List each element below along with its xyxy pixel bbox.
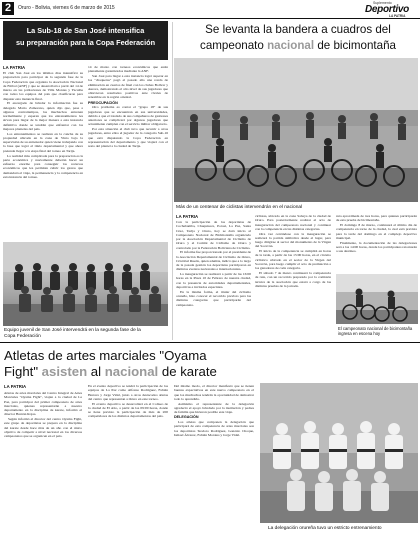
headline-line-1: La Sub-18 de San José intensifica [26, 26, 145, 35]
page-header [0, 0, 420, 19]
caption-line-1: Equipo juvenil de San José intervendrá en la segunda fase de la [4, 328, 141, 333]
article-column-1 [4, 391, 82, 543]
headline [178, 22, 418, 53]
supplement-logo [364, 1, 418, 18]
headline-highlight: nacional [104, 364, 159, 379]
paragraph: El evento deportivo se desarrollará en el Coliseo de la ciudad de El Alto, a partir de las 09:00 horas, donde se tiene previsto la participación de más de 200 competidores de los distintos departamentos del país. [88, 401, 168, 419]
headline-highlight: asisten [41, 364, 88, 379]
paragraph: Los entrenamientos se realizan en la cancha de su propiedad ubicada en la zona de Vinto bajo la supervisión de su entrenador quien viene trabajando con la base que logró el título departamental y que ahora pretende llegar a la etapa final del torneo en Tarija. [3, 131, 83, 153]
paragraph: Atletas de artes marciales del Centro Integral de Artes Marciales "Oyama Fight", viajan a la ciudad de La Paz, para participar del primer campeonato de artes marciales, quienes representarán a nuestro departamento en la disciplina de karate, informó el director Hernán Rojas. [4, 391, 82, 417]
headline-text: al [87, 364, 105, 379]
cyclists-photo-caption: Más de un centenar de ciclistas intervendrán en el nacional [176, 205, 303, 210]
article-column-2 [255, 214, 331, 341]
paragraph: Del mismo modo, el director manifestó que se tienen buenas expectativas en este nuevo campeonato en el que los muchachos tendrán la oportunidad de demostrar todo lo aprendido. [174, 384, 254, 401]
logo-bottom-text: LA PATRIA [389, 14, 406, 18]
paragraph: El club San José en los últimos días intensificó su preparación para participar de la segunda fase de la Copa Federación que organiza la Asociación Nacional de Fútbol (ANF) y que se desarrollará a partir del 14 de marzo en las poblaciones de Villa Montes y Yacuiba con todos los equipos del país que clasificaron para disputar esta instancia final. [3, 71, 83, 101]
paragraph: ruta aproximada de tres horas, para quienes participarán de esta prueba de bicimontaña. [336, 214, 417, 223]
team-photo [3, 242, 168, 326]
paragraph: ciclistas, ubicado en la zona Sabaya de la ciudad de Oruro. Para posteriormente realizar el acto de inauguración del campeonato nacional y continuar con la competencia en las distintas categorías. [255, 214, 331, 231]
article-sub18 [0, 20, 171, 342]
logo-top-text: Suplemento [373, 1, 392, 5]
header-rule [0, 18, 420, 19]
headline-highlight: nacional [267, 38, 315, 52]
subhead-delegacion: DELEGACIÓN [174, 415, 199, 420]
race-start-photo-caption: El campeonato nacional de bicimontaña ingresa en escena hoy [338, 326, 413, 336]
paragraph: Finalmente, la documentación de las delegaciones será a las 14:00 horas, donde los participantes retornarán a sus destinos. [336, 240, 417, 254]
article-column-2 [88, 384, 168, 543]
paragraph: La realidad más complicada para la preparación es la parte económica y nuevamente deberán hacer un esfuerzo enorme para conseguir los recursos económicos que les permitan cubrir los gastos que demandará el viaje, la permanencia y la competencia en esta instancia del torneo. [3, 153, 83, 179]
paragraph: 14 de marzo con torneos económicos que están plenamente garantizados mediante la ANF. [88, 65, 168, 74]
headline-text: Fight" [4, 364, 42, 379]
headline-line-1: Se levanta la bandera a cuadros del [205, 23, 391, 36]
race-start-photo [336, 274, 418, 324]
race-start-illustration [336, 274, 418, 324]
paragraph: Según informó el director del centro Oyama Fight, este grupo de deportistas se prepara en la disciplina del karate desde hace más de un año con el único objetivo de competir a nivel nacional en los diversos campeonatos que se organicen en el país. [4, 417, 82, 439]
headline-line-2 [178, 38, 418, 54]
page-number: 2 [2, 2, 14, 15]
article-karate [0, 342, 420, 546]
paragraph: La inauguración se realizará a partir de las 16:00 horas en la Plaza 10 de Febrero de nuestra ciudad, con la presencia de autoridades departamentales, deportivas e invitados especiales. [176, 272, 251, 289]
paragraph: El inicio de la competencia se cumplirá en horas de la tarde, a partir de las 15:00 horas, en el circuito ciclístico ubicado en el sector de la Virgen del Socavón, para luego cumplir el acto de premiación a los ganadores de cada categoría. [255, 249, 331, 271]
karate-team-illustration [260, 383, 418, 523]
article-column-1 [176, 220, 251, 341]
paragraph: El informe fue proporcionado por el presidente de la Asociación Departamental de Ciclismo de Oruro, Cristóbal Rueda, quien además, indicó que a lo largo de la pasada gestión los deportistas participaron en distintos eventos nacionales e internacionales. [176, 250, 251, 272]
headline-text: campeonato [200, 38, 268, 52]
paragraph: En el evento deportivo se tendrá la participación de los equipos de La Paz como Alfonso Rodríguez, Fabián Herrera y Jorge Vidal, junto a otros destacados atletas del centro que representan a Oruro en este torneo. [88, 384, 168, 401]
karate-photo-caption: La delegación orureña tuvo un estricto entrenamiento [268, 526, 382, 531]
paragraph: Otra vez cerrándose con la inauguración se realizará la partida simbólica desde el lugar, para luego dirigirse al sector del monumento de la Virgen del Socavón. [255, 231, 331, 249]
headline-line-2: su preparación para la Copa Federación [15, 38, 156, 47]
paragraph: Otro problema es contar el "grupo 18" de sus jugadores que se encuentran en sus universidades, debido a que el traslado de sus compañeros de gestiones anteriores se complicará por algunos jugadores que actualmente cumplen con el servicio militar obligatorio. [88, 105, 168, 127]
headline-text: de karate [158, 364, 217, 379]
headline-text: de bicimontaña [314, 38, 396, 52]
paragraph: El domingo 8 de marzo, continuará el último día de competencia en torno de la ciudad, la cual está prevista para la tarde del domingo en el complejo deportivo municipal. [336, 223, 417, 240]
article-column-3 [174, 384, 254, 543]
section-label: LA PATRIA [3, 65, 26, 70]
paragraph: El encargado de brindar la información fue su delegado Mario Zamorano, quien dijo que, pese a algunos contratiempos, los muchachos entrenan normalmente y esperan que los entrenamientos les sirvan para llegar de la mejor manera a esta instancia definitiva donde se tendrán que enfrentar con los mejores planteles del país. [3, 101, 83, 131]
paragraph: San José para llegar a esta instancia logró superar en los "chaquetas" pagó el pasado año una ronda de eliminación en cuartos de final con los clubes Bolívar y Aurora, demostrando el alto nivel de sus jugadores que obtuvieron resultados positivos ante rivales de renombre en la región oriental. [88, 74, 168, 100]
paragraph: En la misma forma, el titular del ciclismo orureño, hizo conocer el recorrido previsto para las distintas categorías que participarán del campeonato. [176, 289, 251, 307]
logo-main-text: Deportivo [365, 4, 409, 15]
headline-line-2 [4, 364, 304, 380]
karate-team-photo [260, 383, 418, 523]
article-column-1 [3, 71, 83, 241]
paragraph: Los atletas que componen la delegación que participará de esta competencia de artes marciales son los deportistas Teodoro Rodríguez, Gonzalo Choque, Ismael Álvarez, Fabián Morales y Jorge Vidal. [174, 420, 254, 437]
paragraph: Con la participación de los deportistas de Cochabamba, Chuquisaca, Potosí, La Paz, Santa Cruz, Tarija y Oruro, hoy se dará inicio al Campeonato Nacional de Bicimontaña organizado por la Asociación Departamental de Ciclismo de Oruro y el Comité de Ciclismo de Oruro y controlado por la Federación Boliviana de Ciclismo. [176, 220, 251, 250]
section-label: LA PATRIA [176, 214, 199, 219]
paragraph: Por esta situación el club tuvo que recurrir a otros jugadores, entre ellos el jugador de la categoría Sub-16 que está disputando la Copa Federación en representación del departamento y que viajará con el resto del plantel a la ciudad de Tarija. [88, 127, 168, 149]
cyclists-photo-illustration [174, 58, 418, 202]
headline [3, 25, 168, 49]
team-photo-illustration [3, 242, 168, 326]
paragraph: Asimismo el representante de la delegación agradeció el apoyo brindado por la institución y padres de familia que hicieron posible este viaje. [174, 401, 254, 415]
section-rule [0, 342, 420, 343]
subhead-preocupacion: PREOCUPACIÓN [88, 100, 118, 105]
column-divider [172, 22, 173, 340]
section-label: LA PATRIA [4, 384, 27, 389]
headline [4, 348, 304, 380]
paragraph: El sábado 7 de marzo continuará la competencia de ruta, con un recorrido preparado por la comisión técnica de la asociación que estará a cargo de las distintas pruebas de la jornada. [255, 271, 331, 288]
dateline: Oruro - Bolivia, viernes 6 de marzo de 2015 [18, 5, 115, 11]
article-column-2 [88, 65, 168, 241]
article-column-3 [336, 214, 417, 272]
headline-line-1: Atletas de artes marciales "Oyama [4, 348, 207, 363]
team-photo-caption [4, 328, 169, 339]
caption-line-2: Copa Federación [4, 333, 41, 339]
cyclists-photo [174, 58, 418, 202]
article-bicimontana [174, 20, 420, 342]
